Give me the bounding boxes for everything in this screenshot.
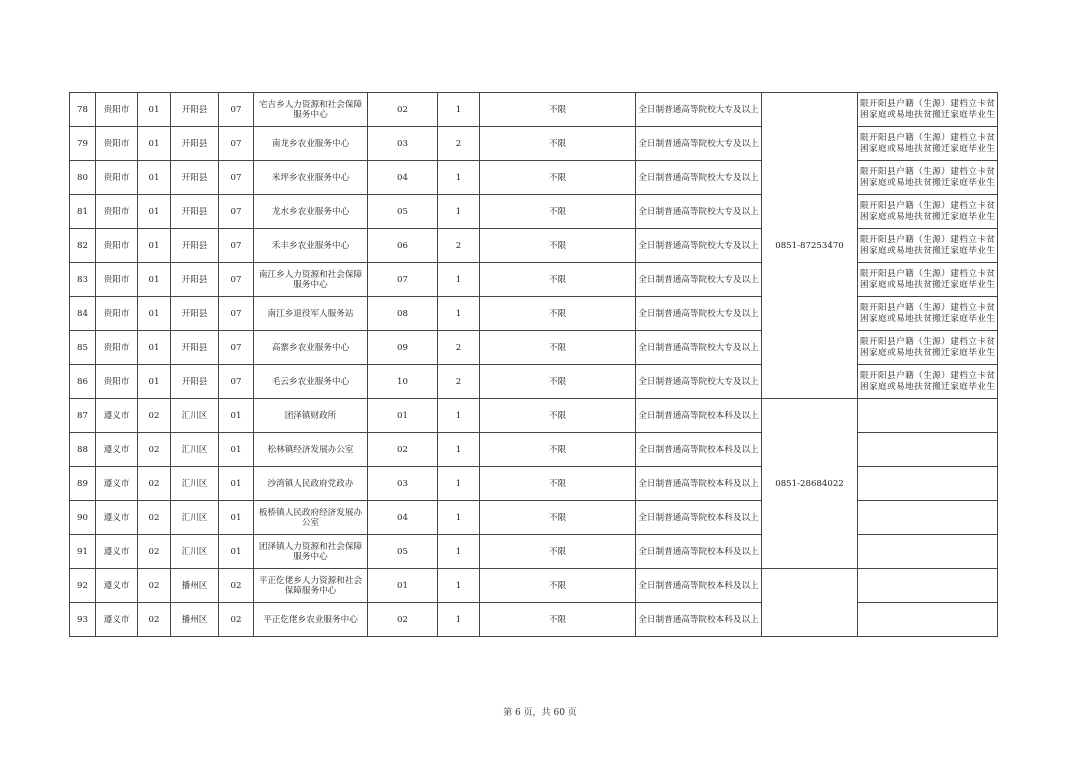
cell-major: 不限 — [480, 501, 636, 535]
cell-unit-name: 南江乡退役军人服务站 — [254, 297, 368, 331]
cell-row-number: 83 — [70, 263, 96, 297]
cell-major: 不限 — [480, 263, 636, 297]
table-row — [70, 229, 998, 263]
cell-notes: 限开阳县户籍（生源）建档立卡贫困家庭或易地扶贫搬迁家庭毕业生 — [858, 365, 998, 399]
cell-education: 全日制普通高等院校大专及以上 — [636, 229, 762, 263]
cell-unit-name: 松林镇经济发展办公室 — [254, 433, 368, 467]
cell-notes: 限开阳县户籍（生源）建档立卡贫困家庭或易地扶贫搬迁家庭毕业生 — [858, 195, 998, 229]
cell-unit-name: 毛云乡农业服务中心 — [254, 365, 368, 399]
cell-city: 贵阳市 — [96, 195, 138, 229]
cell-education: 全日制普通高等院校大专及以上 — [636, 263, 762, 297]
cell-city: 遵义市 — [96, 433, 138, 467]
cell-education: 全日制普通高等院校本科及以上 — [636, 535, 762, 569]
cell-post-code: 05 — [368, 195, 438, 229]
cell-city: 贵阳市 — [96, 161, 138, 195]
cell-unit-name: 高寨乡农业服务中心 — [254, 331, 368, 365]
table-row — [70, 263, 998, 297]
cell-education: 全日制普通高等院校大专及以上 — [636, 195, 762, 229]
cell-city-code: 01 — [138, 229, 171, 263]
cell-contact-phone: 0851-87253470 — [762, 93, 858, 399]
cell-city-code: 02 — [138, 399, 171, 433]
cell-major: 不限 — [480, 195, 636, 229]
cell-hire-count: 2 — [438, 331, 480, 365]
cell-hire-count: 1 — [438, 263, 480, 297]
cell-row-number: 79 — [70, 127, 96, 161]
cell-county: 开阳县 — [171, 127, 219, 161]
cell-county: 开阳县 — [171, 331, 219, 365]
cell-post-code: 04 — [368, 501, 438, 535]
cell-notes: 限开阳县户籍（生源）建档立卡贫困家庭或易地扶贫搬迁家庭毕业生 — [858, 93, 998, 127]
table-row — [70, 93, 998, 127]
cell-unit-name: 板桥镇人民政府经济发展办公室 — [254, 501, 368, 535]
table-row — [70, 501, 998, 535]
cell-city-code: 01 — [138, 161, 171, 195]
cell-contact-phone — [762, 569, 858, 637]
cell-major: 不限 — [480, 467, 636, 501]
cell-notes — [858, 433, 998, 467]
cell-education: 全日制普通高等院校本科及以上 — [636, 569, 762, 603]
cell-hire-count: 2 — [438, 229, 480, 263]
cell-county-code: 07 — [219, 365, 254, 399]
cell-education: 全日制普通高等院校本科及以上 — [636, 603, 762, 637]
cell-county-code: 07 — [219, 229, 254, 263]
cell-city: 贵阳市 — [96, 229, 138, 263]
cell-major: 不限 — [480, 569, 636, 603]
table-row — [70, 297, 998, 331]
table-row — [70, 569, 998, 603]
cell-city: 遵义市 — [96, 467, 138, 501]
cell-unit-name: 沙湾镇人民政府党政办 — [254, 467, 368, 501]
table-row — [70, 433, 998, 467]
cell-city-code: 02 — [138, 603, 171, 637]
cell-city-code: 01 — [138, 195, 171, 229]
cell-city-code: 01 — [138, 127, 171, 161]
cell-county-code: 07 — [219, 127, 254, 161]
cell-contact-phone: 0851-28684022 — [762, 399, 858, 569]
table-row — [70, 603, 998, 637]
table-row — [70, 127, 998, 161]
cell-post-code: 01 — [368, 399, 438, 433]
cell-hire-count: 1 — [438, 603, 480, 637]
cell-notes: 限开阳县户籍（生源）建档立卡贫困家庭或易地扶贫搬迁家庭毕业生 — [858, 161, 998, 195]
cell-row-number: 86 — [70, 365, 96, 399]
cell-education: 全日制普通高等院校大专及以上 — [636, 93, 762, 127]
cell-county: 开阳县 — [171, 263, 219, 297]
cell-education: 全日制普通高等院校本科及以上 — [636, 399, 762, 433]
cell-post-code: 08 — [368, 297, 438, 331]
cell-city-code: 01 — [138, 331, 171, 365]
cell-county-code: 07 — [219, 297, 254, 331]
cell-county-code: 07 — [219, 263, 254, 297]
cell-county: 播州区 — [171, 603, 219, 637]
cell-major: 不限 — [480, 93, 636, 127]
cell-city-code: 02 — [138, 501, 171, 535]
cell-county: 汇川区 — [171, 467, 219, 501]
cell-county: 开阳县 — [171, 365, 219, 399]
cell-post-code: 04 — [368, 161, 438, 195]
cell-row-number: 90 — [70, 501, 96, 535]
recruitment-table — [69, 92, 998, 637]
cell-education: 全日制普通高等院校大专及以上 — [636, 331, 762, 365]
cell-unit-name: 禾丰乡农业服务中心 — [254, 229, 368, 263]
cell-city-code: 02 — [138, 569, 171, 603]
cell-hire-count: 2 — [438, 365, 480, 399]
cell-major: 不限 — [480, 331, 636, 365]
cell-county-code: 01 — [219, 535, 254, 569]
cell-row-number: 80 — [70, 161, 96, 195]
cell-city-code: 02 — [138, 433, 171, 467]
cell-notes — [858, 569, 998, 603]
cell-row-number: 92 — [70, 569, 96, 603]
cell-county-code: 01 — [219, 399, 254, 433]
cell-education: 全日制普通高等院校本科及以上 — [636, 433, 762, 467]
cell-hire-count: 1 — [438, 93, 480, 127]
cell-row-number: 84 — [70, 297, 96, 331]
cell-hire-count: 1 — [438, 297, 480, 331]
table-row — [70, 467, 998, 501]
cell-city: 遵义市 — [96, 603, 138, 637]
cell-unit-name: 南江乡人力资源和社会保障服务中心 — [254, 263, 368, 297]
cell-row-number: 91 — [70, 535, 96, 569]
cell-county: 汇川区 — [171, 501, 219, 535]
cell-notes: 限开阳县户籍（生源）建档立卡贫困家庭或易地扶贫搬迁家庭毕业生 — [858, 297, 998, 331]
cell-unit-name: 龙水乡农业服务中心 — [254, 195, 368, 229]
cell-row-number: 85 — [70, 331, 96, 365]
table-row — [70, 161, 998, 195]
cell-unit-name: 团泽镇财政所 — [254, 399, 368, 433]
cell-post-code: 09 — [368, 331, 438, 365]
cell-city: 贵阳市 — [96, 297, 138, 331]
cell-county-code: 01 — [219, 467, 254, 501]
cell-city-code: 01 — [138, 263, 171, 297]
cell-city-code: 01 — [138, 93, 171, 127]
table-row — [70, 535, 998, 569]
cell-education: 全日制普通高等院校本科及以上 — [636, 467, 762, 501]
cell-major: 不限 — [480, 399, 636, 433]
cell-row-number: 93 — [70, 603, 96, 637]
cell-hire-count: 1 — [438, 195, 480, 229]
cell-county: 开阳县 — [171, 297, 219, 331]
cell-major: 不限 — [480, 297, 636, 331]
cell-post-code: 01 — [368, 569, 438, 603]
cell-post-code: 02 — [368, 433, 438, 467]
cell-hire-count: 1 — [438, 433, 480, 467]
cell-hire-count: 1 — [438, 399, 480, 433]
cell-city-code: 01 — [138, 297, 171, 331]
cell-city: 贵阳市 — [96, 365, 138, 399]
cell-county: 汇川区 — [171, 433, 219, 467]
cell-county-code: 01 — [219, 501, 254, 535]
cell-city: 遵义市 — [96, 569, 138, 603]
cell-city: 贵阳市 — [96, 263, 138, 297]
table-row — [70, 399, 998, 433]
cell-education: 全日制普通高等院校大专及以上 — [636, 161, 762, 195]
cell-city: 贵阳市 — [96, 127, 138, 161]
cell-unit-name: 南龙乡农业服务中心 — [254, 127, 368, 161]
cell-county-code: 01 — [219, 433, 254, 467]
cell-notes: 限开阳县户籍（生源）建档立卡贫困家庭或易地扶贫搬迁家庭毕业生 — [858, 229, 998, 263]
cell-post-code: 10 — [368, 365, 438, 399]
cell-county-code: 02 — [219, 603, 254, 637]
cell-county-code: 07 — [219, 93, 254, 127]
cell-notes — [858, 535, 998, 569]
cell-county: 开阳县 — [171, 229, 219, 263]
cell-post-code: 02 — [368, 603, 438, 637]
cell-major: 不限 — [480, 535, 636, 569]
cell-city: 遵义市 — [96, 501, 138, 535]
cell-unit-name: 团泽镇人力资源和社会保障服务中心 — [254, 535, 368, 569]
cell-education: 全日制普通高等院校大专及以上 — [636, 365, 762, 399]
cell-notes: 限开阳县户籍（生源）建档立卡贫困家庭或易地扶贫搬迁家庭毕业生 — [858, 331, 998, 365]
cell-county: 开阳县 — [171, 93, 219, 127]
cell-major: 不限 — [480, 603, 636, 637]
cell-unit-name: 平正仡佬乡人力资源和社会保障服务中心 — [254, 569, 368, 603]
cell-city-code: 01 — [138, 365, 171, 399]
cell-unit-name: 米坪乡农业服务中心 — [254, 161, 368, 195]
cell-notes — [858, 603, 998, 637]
cell-post-code: 06 — [368, 229, 438, 263]
cell-county-code: 07 — [219, 195, 254, 229]
cell-major: 不限 — [480, 365, 636, 399]
cell-hire-count: 1 — [438, 569, 480, 603]
cell-notes: 限开阳县户籍（生源）建档立卡贫困家庭或易地扶贫搬迁家庭毕业生 — [858, 127, 998, 161]
cell-county: 开阳县 — [171, 195, 219, 229]
cell-row-number: 78 — [70, 93, 96, 127]
cell-major: 不限 — [480, 161, 636, 195]
cell-major: 不限 — [480, 229, 636, 263]
cell-county-code: 07 — [219, 331, 254, 365]
cell-major: 不限 — [480, 433, 636, 467]
cell-city: 遵义市 — [96, 399, 138, 433]
cell-notes: 限开阳县户籍（生源）建档立卡贫困家庭或易地扶贫搬迁家庭毕业生 — [858, 263, 998, 297]
cell-row-number: 82 — [70, 229, 96, 263]
cell-row-number: 89 — [70, 467, 96, 501]
cell-county: 开阳县 — [171, 161, 219, 195]
table-row — [70, 365, 998, 399]
cell-post-code: 03 — [368, 127, 438, 161]
cell-major: 不限 — [480, 127, 636, 161]
cell-education: 全日制普通高等院校本科及以上 — [636, 501, 762, 535]
cell-hire-count: 1 — [438, 161, 480, 195]
cell-hire-count: 1 — [438, 467, 480, 501]
cell-notes — [858, 467, 998, 501]
cell-education: 全日制普通高等院校大专及以上 — [636, 297, 762, 331]
cell-unit-name: 平正仡佬乡农业服务中心 — [254, 603, 368, 637]
table-body — [70, 93, 998, 637]
cell-post-code: 07 — [368, 263, 438, 297]
cell-hire-count: 1 — [438, 501, 480, 535]
page-footer: 第 6 页，共 60 页 — [503, 708, 577, 718]
table-row — [70, 195, 998, 229]
cell-post-code: 03 — [368, 467, 438, 501]
cell-notes — [858, 501, 998, 535]
table-row — [70, 331, 998, 365]
cell-city-code: 02 — [138, 535, 171, 569]
cell-hire-count: 1 — [438, 535, 480, 569]
cell-county: 播州区 — [171, 569, 219, 603]
cell-row-number: 88 — [70, 433, 96, 467]
cell-unit-name: 宅吉乡人力资源和社会保障服务中心 — [254, 93, 368, 127]
cell-post-code: 05 — [368, 535, 438, 569]
cell-hire-count: 2 — [438, 127, 480, 161]
cell-education: 全日制普通高等院校大专及以上 — [636, 127, 762, 161]
cell-city-code: 02 — [138, 467, 171, 501]
cell-city: 遵义市 — [96, 535, 138, 569]
cell-row-number: 81 — [70, 195, 96, 229]
cell-county-code: 02 — [219, 569, 254, 603]
cell-city: 贵阳市 — [96, 331, 138, 365]
cell-county: 汇川区 — [171, 399, 219, 433]
cell-row-number: 87 — [70, 399, 96, 433]
cell-notes — [858, 399, 998, 433]
cell-county: 汇川区 — [171, 535, 219, 569]
cell-city: 贵阳市 — [96, 93, 138, 127]
cell-county-code: 07 — [219, 161, 254, 195]
cell-post-code: 02 — [368, 93, 438, 127]
